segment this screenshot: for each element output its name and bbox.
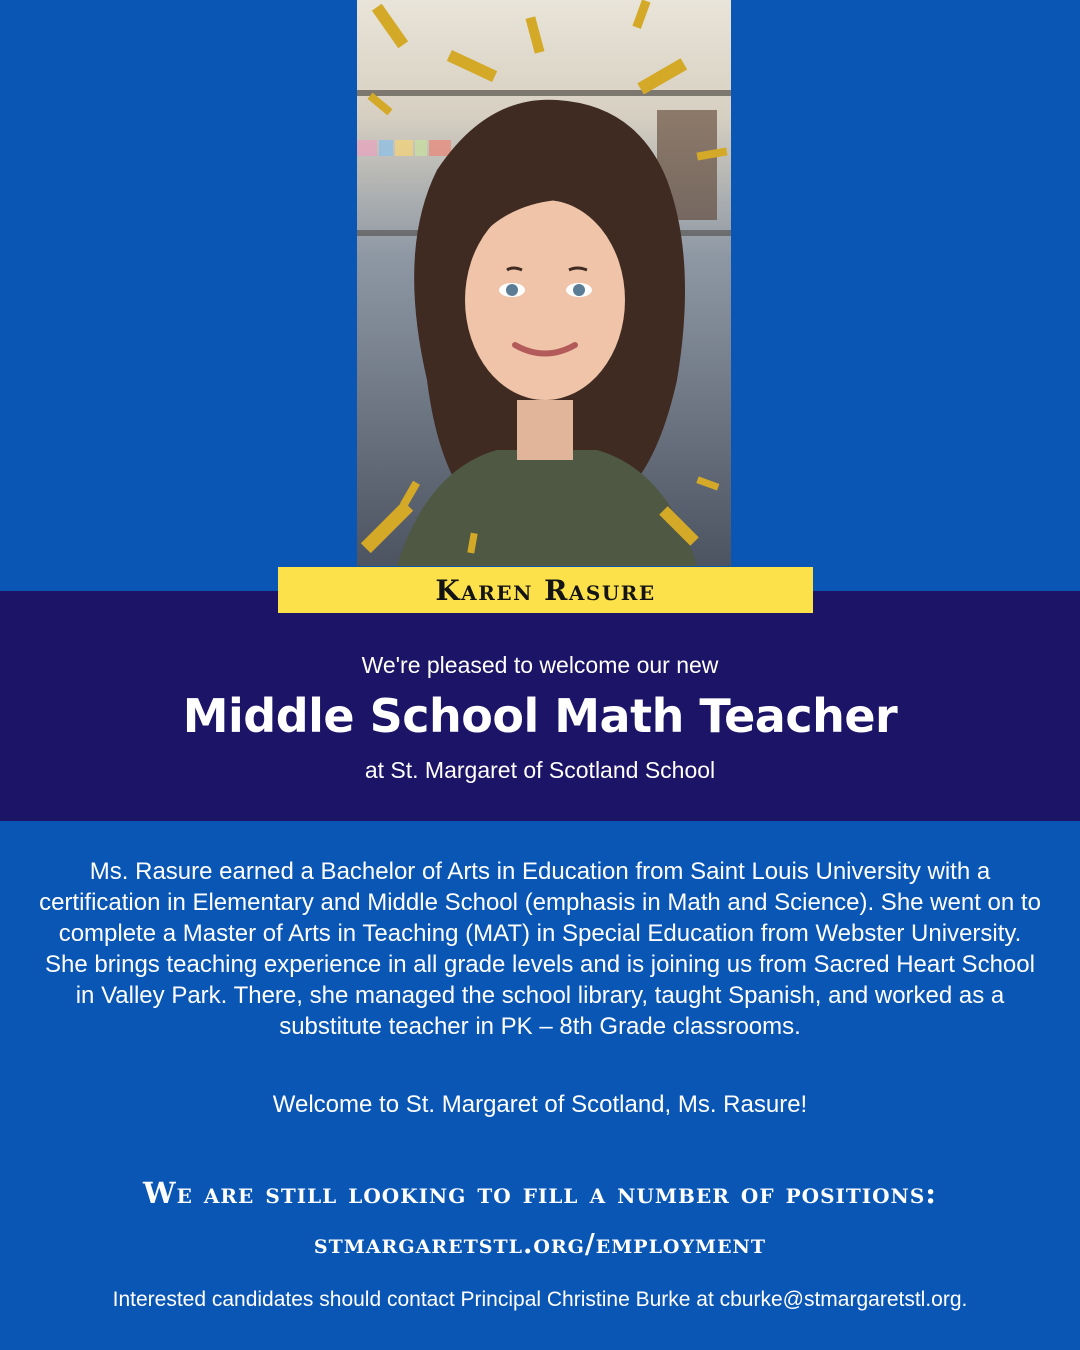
portrait-illustration	[357, 0, 731, 566]
employment-link[interactable]: stmargaretstl.org/employment	[313, 1229, 767, 1260]
recruiting-headline: We are still looking to fill a number of positions:	[143, 1176, 937, 1210]
teacher-photo	[357, 0, 731, 566]
teacher-name: Karen Rasure	[435, 573, 656, 607]
position-title: Middle School Math Teacher	[182, 689, 898, 743]
announcement-band	[0, 591, 1080, 821]
welcome-message: Welcome to St. Margaret of Scotland, Ms. Rasure!	[272, 1091, 808, 1118]
school-name: at St. Margaret of Scotland School	[364, 757, 716, 783]
teacher-bio: Ms. Rasure earned a Bachelor of Arts in Education from Saint Louis University with a certification in Elementary and Middle School (emphasis in Math and Science). She went on to complete a Master of Arts in Teaching (MAT) in Special Education from Webster University. She brings teaching experience in all grade levels and is joining us from Sacred Heart School in Valley Park. There, she managed the school library, taught Spanish, and worked as a substitute teacher in PK – 8th Grade classrooms.	[39, 858, 1041, 1040]
announcement-lead: We're pleased to welcome our new	[361, 652, 719, 678]
teacher-name-banner	[278, 567, 813, 613]
contact-info: Interested candidates should contact Principal Christine Burke at cburke@stmargaretstl.org.	[112, 1288, 968, 1311]
